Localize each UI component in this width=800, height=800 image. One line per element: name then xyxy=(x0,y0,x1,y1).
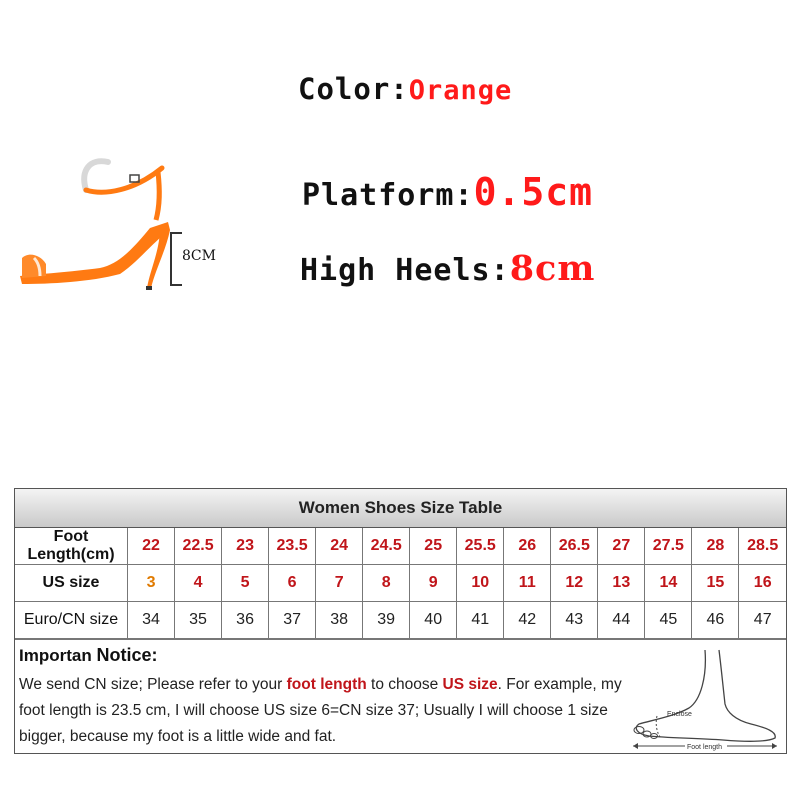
heels-value: 8cm xyxy=(509,248,596,289)
notice-text-1: We send CN size; Please refer to your xyxy=(19,676,287,693)
cell: 28.5 xyxy=(739,528,786,565)
cell: 8 xyxy=(363,565,410,602)
cell: 24 xyxy=(316,528,363,565)
notice-title xyxy=(19,645,157,666)
cell: 38 xyxy=(316,602,363,639)
foot-measure-diagram xyxy=(627,646,782,751)
cell: 45 xyxy=(645,602,692,639)
row-label-eu: Euro/CN size xyxy=(15,602,128,639)
cell: 11 xyxy=(504,565,551,602)
cell: 42 xyxy=(504,602,551,639)
cell: 25 xyxy=(410,528,457,565)
cell: 28 xyxy=(692,528,739,565)
heel-height-bracket xyxy=(170,232,182,286)
size-table xyxy=(14,488,787,754)
cell: 3 xyxy=(128,565,175,602)
cell: 10 xyxy=(457,565,504,602)
sandal-image xyxy=(10,150,180,295)
notice-title-b: Notice: xyxy=(96,645,158,665)
cell: 27 xyxy=(598,528,645,565)
cell: 14 xyxy=(645,565,692,602)
color-value: Orange xyxy=(408,75,513,106)
notice-text-3: . For example, my foot length is 23.5 cm, I will choose US size 6=CN size 37; Usually I will choose 1 size bigger, because my foot is a little wide and fat. xyxy=(19,676,622,745)
size-grid xyxy=(15,528,786,639)
cell: 37 xyxy=(269,602,316,639)
cell: 6 xyxy=(269,565,316,602)
cell: 24.5 xyxy=(363,528,410,565)
cell: 16 xyxy=(739,565,786,602)
heel-height-label: 8CM xyxy=(182,248,216,264)
notice-body xyxy=(19,672,631,750)
color-spec xyxy=(298,72,512,106)
cell: 27.5 xyxy=(645,528,692,565)
cell: 34 xyxy=(128,602,175,639)
cell: 36 xyxy=(222,602,269,639)
cell: 39 xyxy=(363,602,410,639)
heels-spec xyxy=(300,248,595,289)
cell: 44 xyxy=(598,602,645,639)
platform-value: 0.5cm xyxy=(473,170,593,214)
platform-spec xyxy=(302,170,593,214)
heels-key: High Heels: xyxy=(300,253,510,288)
cell: 43 xyxy=(551,602,598,639)
platform-key: Platform: xyxy=(302,178,474,213)
cell: 25.5 xyxy=(457,528,504,565)
notice-highlight-us-size: US size xyxy=(442,676,498,693)
color-key: Color: xyxy=(298,72,409,106)
cell: 23.5 xyxy=(269,528,316,565)
table-title: Women Shoes Size Table xyxy=(15,489,786,528)
cell: 46 xyxy=(692,602,739,639)
row-label-us: US size xyxy=(15,565,128,602)
cell: 5 xyxy=(222,565,269,602)
eu-size-row xyxy=(15,602,786,639)
notice-section xyxy=(15,639,786,755)
us-size-row xyxy=(15,565,786,602)
cell: 35 xyxy=(175,602,222,639)
cell: 26.5 xyxy=(551,528,598,565)
cell: 41 xyxy=(457,602,504,639)
notice-highlight-foot-length: foot length xyxy=(286,676,367,693)
cell: 9 xyxy=(410,565,457,602)
cell: 4 xyxy=(175,565,222,602)
cell: 7 xyxy=(316,565,363,602)
notice-text-2: to choose xyxy=(366,676,443,693)
cell: 22.5 xyxy=(175,528,222,565)
row-label-foot: Foot Length(cm) xyxy=(15,528,128,565)
cell: 23 xyxy=(222,528,269,565)
cell: 22 xyxy=(128,528,175,565)
foot-length-row xyxy=(15,528,786,565)
cell: 15 xyxy=(692,565,739,602)
notice-title-a: Importan xyxy=(19,646,97,665)
cell: 12 xyxy=(551,565,598,602)
cell: 26 xyxy=(504,528,551,565)
foot-length-label: Foot length xyxy=(687,744,723,751)
enclose-label: Enclose xyxy=(667,711,692,718)
cell: 40 xyxy=(410,602,457,639)
cell: 47 xyxy=(739,602,786,639)
cell: 13 xyxy=(598,565,645,602)
